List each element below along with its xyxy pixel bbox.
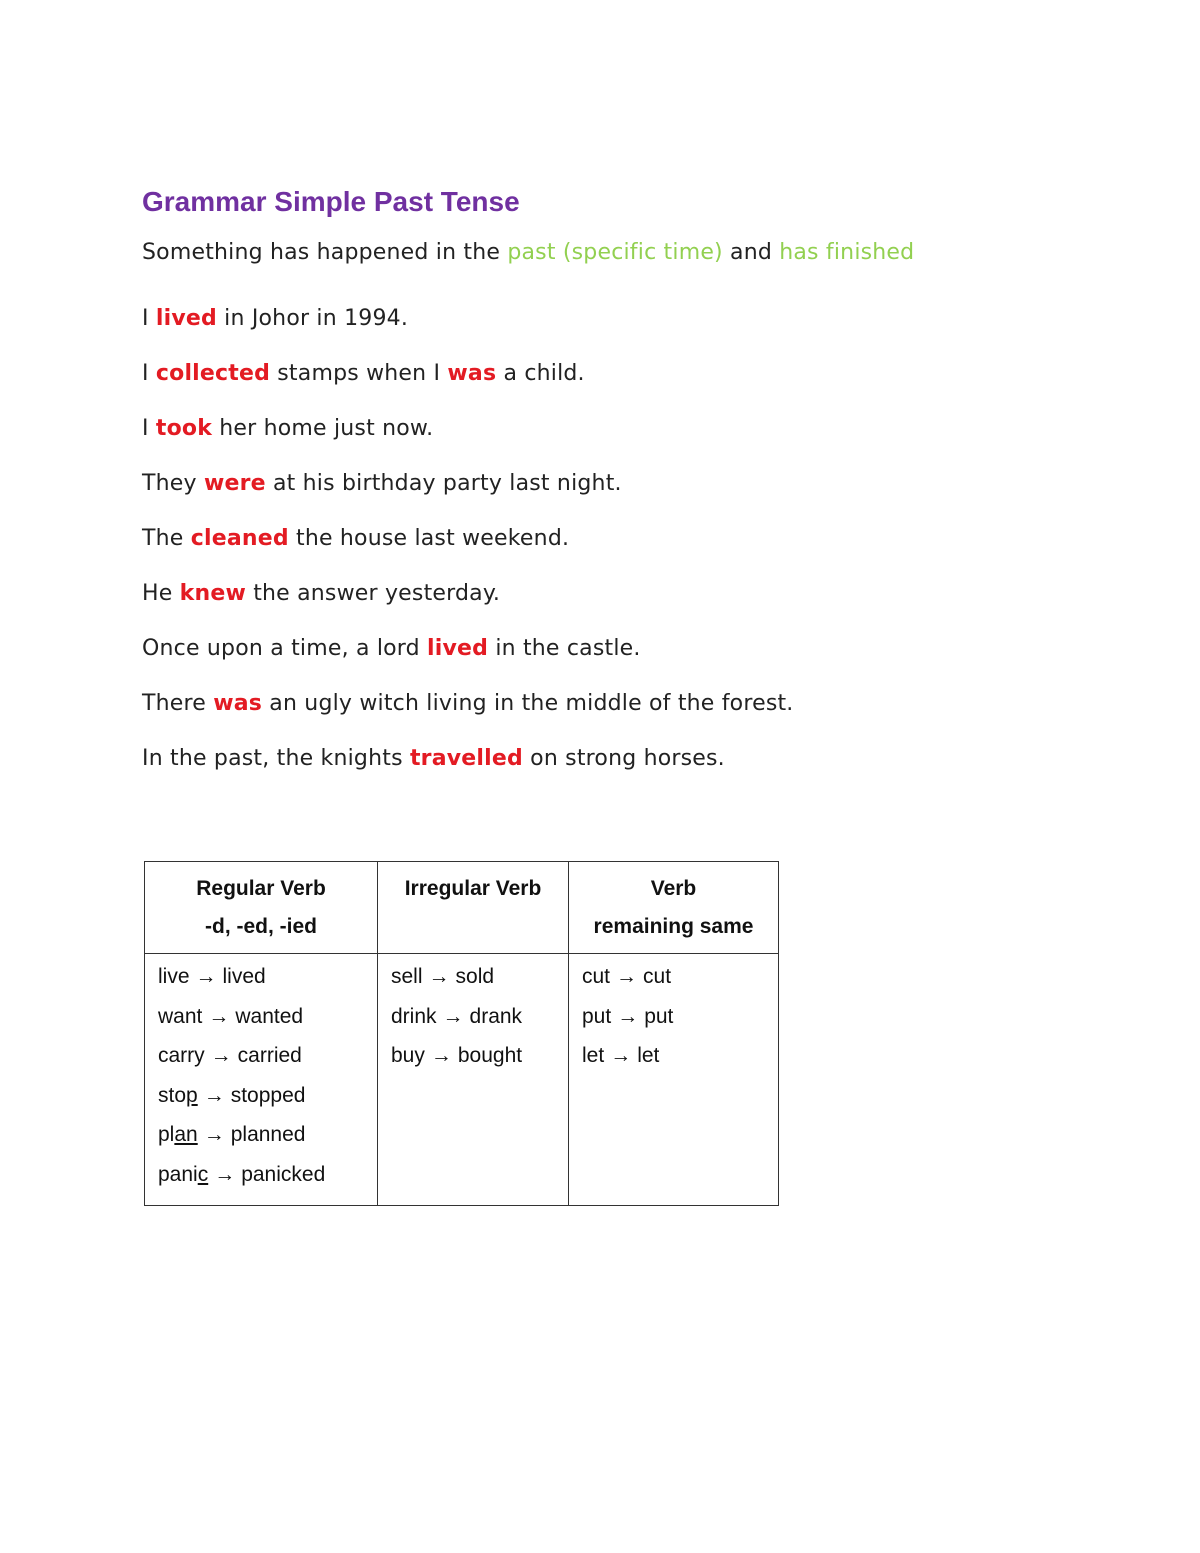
base-verb: pani [158,1162,198,1186]
arrow-right-icon: → [442,1004,464,1028]
sentence-text: There [142,691,214,716]
sentence-text: on strong horses. [522,746,725,771]
header-title: Regular Verb [196,877,326,900]
base-verb-ending: c [197,1162,209,1186]
past-verb: put [644,1004,674,1028]
verb-pair [158,1160,365,1200]
base-verb: drink [391,1004,437,1028]
past-verb: planned [230,1123,306,1146]
past-verb: carried [237,1044,302,1067]
definition-middle: and [722,240,780,265]
header-regular-verb [145,862,378,954]
sentence-text: an ugly witch living in the middle of the forest. [262,691,794,716]
sentence-text: in Johor in 1994. [216,306,409,331]
example-sentence [142,745,794,800]
past-verb: sold [455,965,495,988]
base-verb: cut [582,965,611,988]
verb-pair [158,1041,365,1081]
same-verbs-cell [569,954,779,1206]
sentence-text: in the castle. [488,636,641,661]
past-verb: lived [155,306,217,331]
verb-pair [391,1002,556,1042]
verb-pair [158,1120,365,1160]
sentence-text: They [142,471,204,496]
past-verb: cleaned [190,526,289,551]
header-subtitle: -d, -ed, -ied [205,915,317,938]
header-verb-remaining-same [569,862,779,954]
past-verb: was [447,361,497,386]
regular-verbs-cell [145,954,378,1206]
example-sentence [142,525,794,580]
header-title: Verb [650,877,697,900]
arrow-right-icon: → [616,965,638,988]
header-subtitle: remaining same [593,915,754,938]
past-verb: were [203,471,266,496]
arrow-right-icon: → [210,1044,232,1067]
arrow-right-icon: → [195,965,217,988]
base-verb: sell [391,965,423,988]
header-title: Irregular Verb [404,877,542,900]
sentence-text: the answer yesterday. [246,581,501,606]
example-sentence [142,470,794,525]
irregular-verbs-cell [378,954,569,1206]
arrow-right-icon: → [617,1004,639,1028]
example-sentence [142,635,794,690]
definition-highlight-past: past (specific time) [507,240,723,265]
definition-prefix: Something has happened in the [142,240,508,265]
base-verb: let [582,1044,605,1067]
sentence-text: I [142,306,156,331]
arrow-right-icon: → [610,1044,632,1067]
sentence-text: the house last weekend. [288,526,570,551]
past-verb: knew [179,581,247,606]
verb-pair [158,1002,365,1042]
definition-highlight-finished: has finished [779,240,915,265]
sentence-text: I [142,416,156,441]
arrow-right-icon: → [203,1083,225,1107]
base-verb: carry [158,1044,205,1067]
verb-pair [582,1002,766,1042]
arrow-right-icon: → [214,1162,236,1186]
table-header-row [145,862,779,954]
base-verb: buy [391,1044,425,1067]
past-verb: was [213,691,263,716]
sentence-text: He [142,581,180,606]
past-verb: collected [155,361,271,386]
past-verb: cut [643,965,672,988]
base-verb-ending: an [174,1123,198,1146]
page-title: Grammar Simple Past Tense [142,186,520,217]
verb-pair [582,962,766,1002]
verb-pair [158,962,365,1002]
past-verb: lived [427,636,489,661]
verb-pair [391,962,556,1002]
verb-pair [391,1041,556,1081]
sentence-text: at his birthday party last night. [265,471,622,496]
past-verb: lived [222,965,266,988]
past-verb: panicked [241,1162,326,1186]
example-sentence [142,360,794,415]
base-verb: sto [158,1083,187,1107]
definition-line [142,240,914,265]
past-verb: let [637,1044,660,1067]
base-verb: want [158,1004,203,1028]
verb-pair [158,1081,365,1121]
arrow-right-icon: → [208,1004,230,1028]
table-row [145,954,779,1206]
verb-pair [582,1041,766,1081]
sentence-text: In the past, the knights [142,746,410,771]
example-sentence [142,580,794,635]
arrow-right-icon: → [203,1123,225,1146]
past-verb: bought [457,1044,523,1067]
header-irregular-verb [378,862,569,954]
example-sentences [142,305,794,800]
verb-forms-table [144,861,779,1206]
past-verb: took [155,416,213,441]
base-verb: put [582,1004,612,1028]
sentence-text: a child. [496,361,585,386]
base-verb: pl [158,1123,175,1146]
arrow-right-icon: → [428,965,450,988]
sentence-text: stamps when I [270,361,448,386]
sentence-text: Once upon a time, a lord [142,636,428,661]
past-verb: drank [469,1004,523,1028]
sentence-text: her home just now. [212,416,434,441]
example-sentence [142,305,794,360]
base-verb: live [158,965,190,988]
past-verb: stopped [230,1083,306,1107]
past-verb: travelled [409,746,523,771]
sentence-text: The [142,526,191,551]
base-verb-ending: p [186,1083,198,1107]
example-sentence [142,690,794,745]
sentence-text: I [142,361,156,386]
arrow-right-icon: → [430,1044,452,1067]
example-sentence [142,415,794,470]
past-verb: wanted [235,1004,304,1028]
